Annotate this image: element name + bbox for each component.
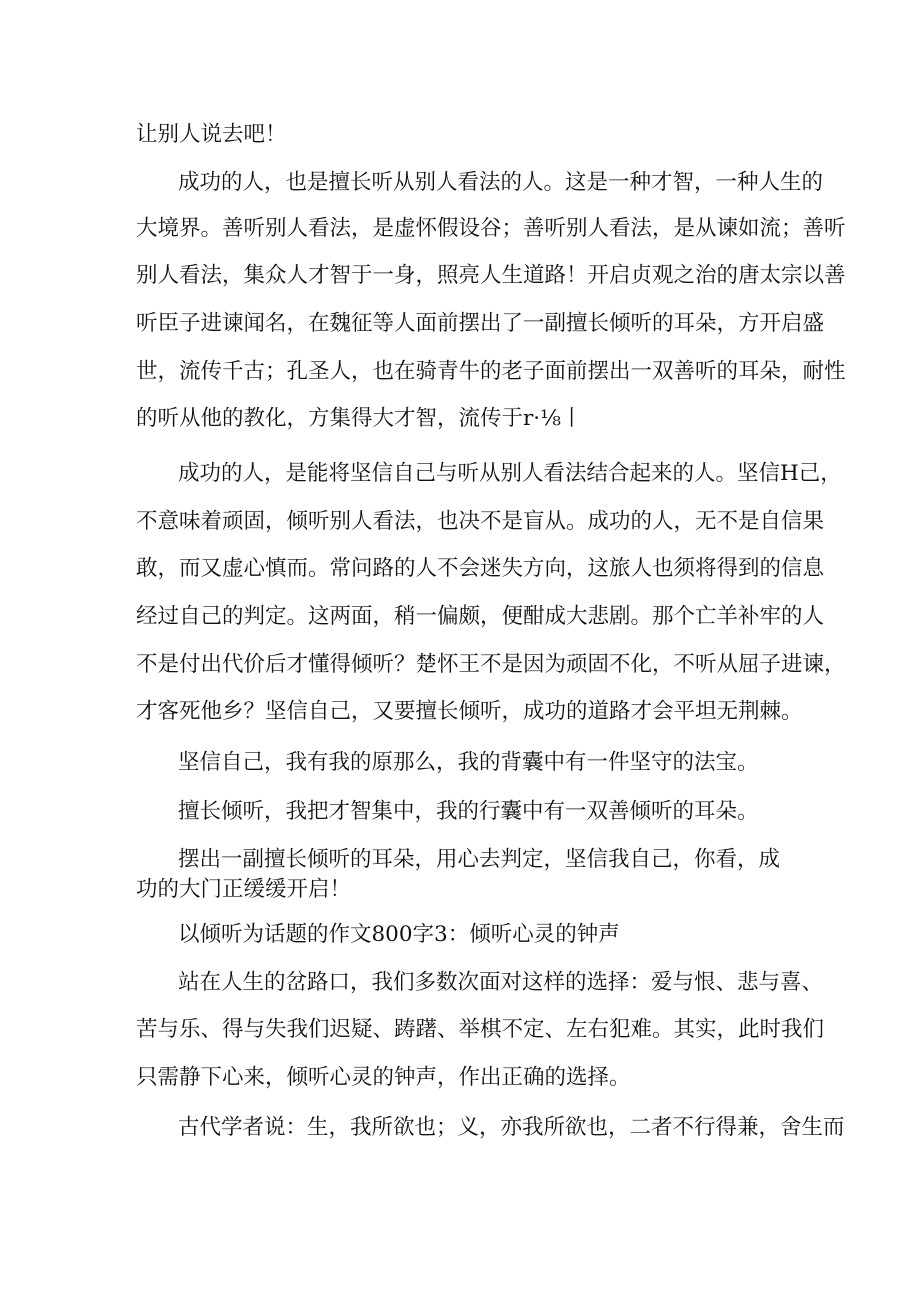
text-line-17: 功的大门正缓缓开启！: [136, 877, 352, 902]
text-line-1: 让别人说去吧！: [136, 122, 287, 147]
text-line-14: 坚信自己，我有我的原那么，我的背囊中有一件坚守的法宝。: [178, 750, 759, 775]
text-line-19: 站在人生的岔路口，我们多数次面对这样的选择：爱与恨、悲与喜、: [178, 970, 824, 995]
text-line-11: 经过自己的判定。这两面，稍一偏颇，便酣成大悲剧。那个亡羊补牢的人: [136, 604, 825, 629]
text-line-22: 古代学者说：生，我所欲也；义，亦我所欲也，二者不行得兼，舍生而: [178, 1115, 845, 1140]
text-line-15: 擅长倾听，我把才智集中，我的行囊中有一双善倾听的耳朵。: [178, 799, 759, 824]
text-line-8: 成功的人，是能将坚信自己与听从别人看法结合起来的人。坚信H己，: [178, 461, 842, 486]
text-line-2: 成功的人，也是擅长听从别人看法的人。这是一种才智，一种人生的: [178, 170, 824, 195]
text-line-13: 才客死他乡？坚信自己，又要擅长倾听，成功的道路才会平坦无荆棘。: [136, 699, 803, 724]
text-line-21: 只需静下心来，倾听心灵的钟声，作出正确的选择。: [136, 1065, 631, 1090]
text-line-12: 不是付出代价后才懂得倾听？楚怀王不是因为顽固不化，不听从屈子进谏，: [136, 652, 846, 677]
text-line-7: 的听从他的教化，方集得大才智，流传于r·⅛丨: [136, 406, 583, 431]
text-line-16: 摆出一副擅长倾听的耳朵，用心去判定，坚信我自己，你看，成: [178, 847, 781, 872]
text-line-4: 别人看法，集众人才智于一身，照亮人生道路！开启贞观之治的唐太宗以善: [136, 263, 846, 288]
text-line-3: 大境界。善听别人看法，是虚怀假设谷；善听别人看法，是从谏如流；善听: [136, 216, 846, 241]
text-line-20: 苦与乐、得与失我们迟疑、踌躇、举棋不定、左右犯难。其实，此时我们: [136, 1017, 825, 1042]
section-heading: 以倾听为话题的作文800字3：倾听心灵的钟声: [178, 922, 620, 947]
text-line-5: 听臣子进谏闻名，在魏征等人面前摆出了一副擅长倾听的耳朵，方开启盛: [136, 311, 825, 336]
text-line-9: 不意味着顽固，倾听别人看法，也决不是盲从。成功的人，无不是自信果: [136, 509, 825, 534]
text-line-6: 世，流传千古；孔圣人，也在骑青牛的老子面前摆出一双善听的耳朵，耐性: [136, 359, 846, 384]
text-line-10: 敢，而又虚心慎而。常问路的人不会迷失方向，这旅人也须将得到的信息: [136, 556, 825, 581]
